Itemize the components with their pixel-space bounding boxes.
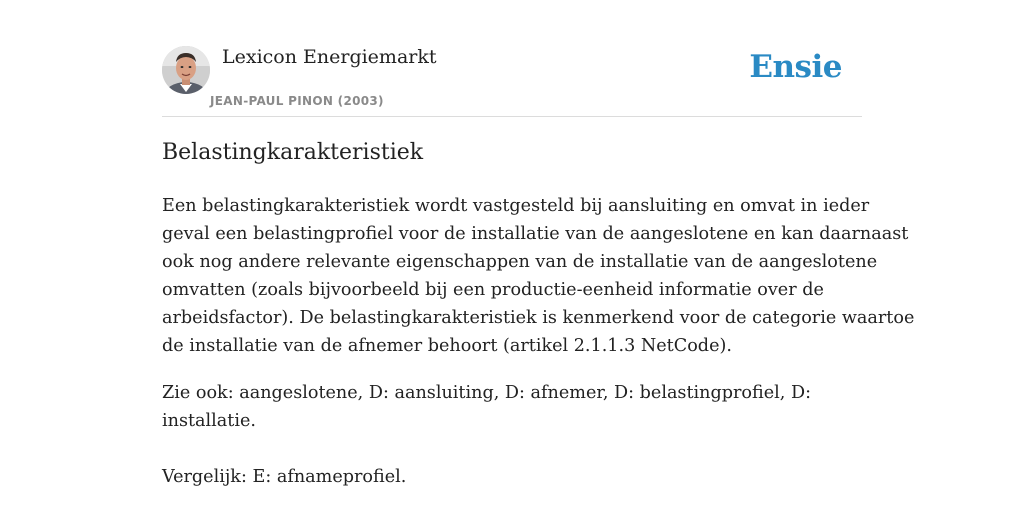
lexicon-title[interactable]: Lexicon Energiemarkt [222,46,437,68]
definition-paragraph [162,192,915,360]
author-name[interactable]: JEAN-PAUL PINON (2003) [210,94,384,108]
term-title: Belastingkarakteristiek [162,140,424,165]
author-avatar [162,46,210,94]
compare-line: Vergelijk: E: afnameprofiel. [162,467,407,487]
lexicon-header [162,44,862,117]
compare-paragraph [162,463,862,491]
definition-line: omvatten (zoals bijvoorbeeld bij een productie-eenheid informatie over de [162,280,824,300]
definition-line: arbeidsfactor). De belastingkarakteristiek is kenmerkend voor de categorie waartoe [162,308,915,328]
ensie-logo-link[interactable]: Ensie [749,49,842,85]
see-also-paragraph [162,379,862,435]
definition-line: ook nog andere relevante eigenschappen van de installatie van de aangeslotene [162,252,878,272]
author-portrait-icon [162,46,210,94]
see-also-line: Zie ook: aangeslotene, D: aansluiting, D: afnemer, D: belastingprofiel, D: [162,383,812,403]
see-also-line: installatie. [162,411,256,431]
definition-line: Een belastingkarakteristiek wordt vastgesteld bij aansluiting en omvat in ieder [162,196,870,216]
definition-line: geval een belastingprofiel voor de installatie van de aangeslotene en kan daarnaast [162,224,909,244]
definition-line: de installatie van de afnemer behoort (artikel 2.1.1.3 NetCode). [162,336,732,356]
